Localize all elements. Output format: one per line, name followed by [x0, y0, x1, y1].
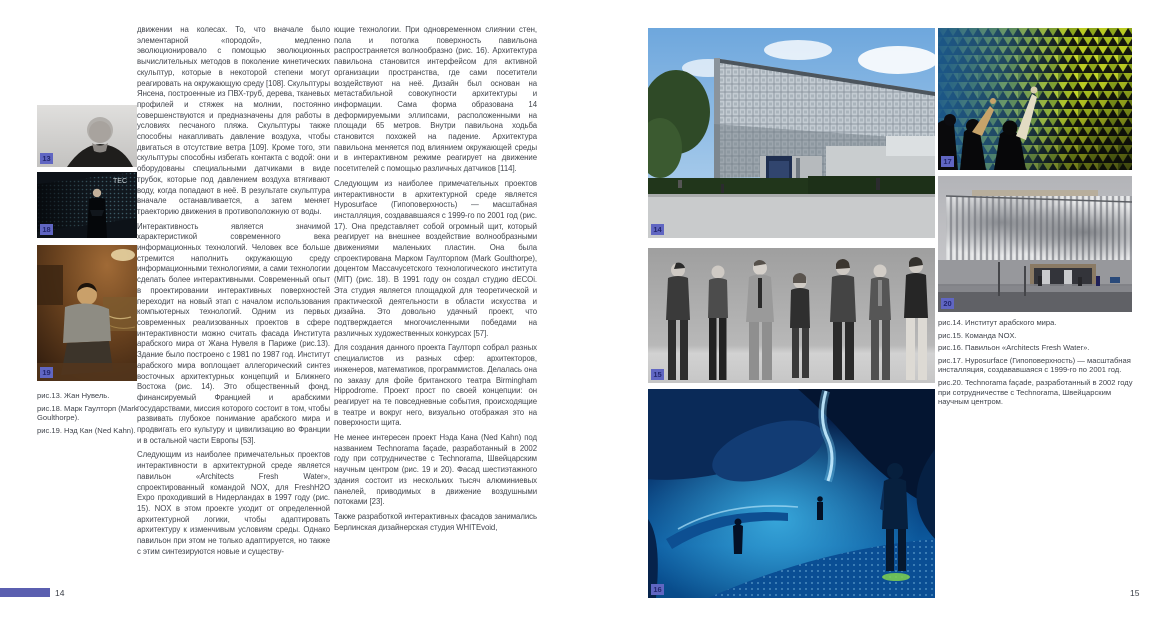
fresh-water-pavilion-image	[648, 389, 935, 598]
figure-14-arab-world-institute-photo	[648, 28, 935, 238]
caption-fig19: рис.19. Нэд Кан (Ned Kahn).	[37, 425, 136, 435]
paragraph: Следующим из наиболее примечательных проектов интерактивности в архитектурной среде является Hyposurface (Гипоповерхность) — масштабная инсталляция, создававшаяся с 1999-го по 2001 год (рис. 17). Она представляет собой огромный щит, который реагирует на внешнее воздействие волнообразными движениями маленьких пластин. Она была спроектирована Марком Гаулторпом (Mark Goulthorpe), доцентом Массачусетского технологического института (MIT) (рис. 18). В 1991 году он создал студию dECOi. Эта студия является площадкой для теоретической и практической деятельности в области искусства и дизайна. Это довольно удачный проект, что подтверждается многочисленными победами на различных художественных конкурсах [57].	[334, 178, 537, 338]
nox-team-image	[648, 248, 935, 383]
figure-tag: 19	[40, 367, 53, 378]
figure-13-jean-nouvel-photo	[37, 105, 137, 167]
caption-fig13: рис.13. Жан Нувель.	[37, 391, 110, 400]
page-number-left: 14	[55, 588, 65, 598]
paragraph: Для создания данного проекта Гаулторп собрал разных специалистов из разных сфер: архитекторов, инженеров, математиков, программистов. Делалась она по заказу для фойе британского театра Birmingham Hippodrome. Проект прост по своей концепции: он реагирует на те повседневные события, происходящие в театре и вокруг него, визуально отображая это на поверхности щита.	[334, 343, 537, 428]
caption-fig17: рис.17. Hyposurface (Гипоповерхность) — масштабная инсталляция, создававшаяся с 1999-го по 2001 год.	[938, 355, 1131, 375]
caption-fig15: рис.15. Команда NOX.	[938, 330, 1017, 340]
caption-fig18: рис.18. Марк Гаулторп (Mark Goulthorpe).	[37, 403, 138, 423]
wall-text-tec: TEC	[113, 178, 127, 185]
caption-fig14: рис.14. Институт арабского мира.	[938, 318, 1057, 327]
figure-15-nox-team-photo	[648, 248, 935, 383]
caption-fig16: рис.16. Павильон «Architects Fresh Water».	[938, 343, 1090, 353]
paragraph: Интерактивность является значимой характеристикой современного века информационных технологий. Человек все больше стремится наполнить окружающую среду информационными технологиями, а сами технологии сделать более интерактивными. Современный опыт в проектировании интерактивных поверхностей переходит на новый этап с началом использования компьютерных технологий. Одним из первых современных реализованных проектов в сфере интерактивности можно считать фасада Института арабского мира от Жана Нувеля в Париже (рис.13). Здание было построено с 1981 по 1987 год. Институт арабского мира воплощает аллегорический синтез восточных архитектурных концепций и Ближнего Востока (рис. 14). Это общественный фонд, финансируемый Францией и арабскими государствами, миссия которого состоит в том, чтобы развивать глубокое понимание арабского мира и продвигать его культуру и цивилизацию во Франции и в остальной части Европы [53].	[137, 221, 330, 445]
paragraph: ющие технологии. При одновременном слиянии стен, пола и потолка поверхность павильона распространяется волнообразно (рис. 16). Архитектура павильона становится интерфейсом для активной организации пространства, где сами посетители воздействуют на неё. Дизайн был основан на метастабильной совокупности архитектуры и информации. Сама форма образована 14 деформируемыми эллипсами, расположенными на площади 65 метров. Внутри павильона ходьба становится похожей на падение. Архитектура павильона меняется под влиянием окружающей среды и в интерактивном режиме реагирует на движение посетителей с помощью различных датчиков [114].	[334, 25, 537, 174]
figure-tag: 13	[40, 153, 53, 164]
page-number-bar	[0, 588, 50, 597]
figure-tag: 14	[651, 224, 664, 235]
figure-tag: 20	[941, 298, 954, 309]
figure-17-hyposurface-photo	[938, 28, 1132, 170]
figure-19-ned-kahn-photo	[37, 245, 137, 381]
figure-16-fresh-water-pavilion-photo	[648, 389, 935, 598]
caption-fig20: рис.20. Technorama façade, разработанный в 2002 году при сотрудничестве с Technorama, Швейцарским научным центром.	[938, 377, 1133, 407]
hyposurface-image	[938, 28, 1132, 170]
figure-20-technorama-facade-photo	[938, 176, 1132, 312]
figure-tag: 15	[651, 369, 664, 380]
figure-tag: 18	[40, 224, 53, 235]
text-column-1	[137, 25, 330, 561]
text-column-2	[334, 25, 537, 537]
figure-18-mark-goulthorpe-photo	[37, 172, 137, 238]
page-number-right: 15	[1130, 588, 1140, 598]
right-page-captions	[938, 318, 1135, 410]
paragraph: Не менее интересен проект Нэда Кана (Ned Kahn) под названием Technorama façade, разработанный в 2002 году при сотрудничестве с Technorama, Швейцарским научным центром (рис. 19 и 20). Фасад шестиэтажного здания состоит из нескольких тысяч алюминиевых панелей, приводимых в движение воздушными потоками [23].	[334, 433, 537, 507]
paragraph: Следующим из наиболее примечательных проектов интерактивности в архитектурной среде является павильон «Architects Fresh Water», спроектированный командой NOX, для FreshH2O Expo проходивший в Нидерландах в 1997 году (рис. 15). NOX в этом проекте уходит от определенной архитектурной логики, чтобы адаптировать архитектуру к изменчивым условиям среды. Однако павильон при этом не только адаптируется, но также с этим синтезируются новые и существу-	[137, 450, 330, 556]
ned-kahn-image	[37, 245, 137, 381]
figure-tag: 17	[941, 156, 954, 167]
figure-tag: 16	[651, 584, 664, 595]
paragraph: Также разработкой интерактивных фасадов занимались Берлинская дизайнерская студия WHITEvoid,	[334, 511, 537, 532]
left-page-captions	[37, 391, 140, 438]
paragraph: движении на колесах. То, что вначале было элементарной «породой», медленно эволюционировало с помощью эволюционных вычислительных методов в поколение кинетических скульптур, которые в некоторой степени могут реагировать на окружающую среду [108]. Скульптуры Янсена, построенные из ПВХ-труб, дерева, тканевых профилей и стяжек на молнии, постоянно совершенствуются и предназначены для работы в условиях песчаного пляжа. Скульптуры также способны накапливать давление воздуха, чтобы двигаться в отсутствие ветра [109]. Кроме того, эти скульптуры способны избегать контакта с водой: они оборудованы специальными датчиками в виде трубок, которые под давлением воздуха втягивают воду, когда попадают в неё. В результате скульптура вначале останавливается, а затем меняет траекторию движения в противоположную от воды.	[137, 25, 330, 216]
arab-world-institute-image	[648, 28, 935, 238]
technorama-facade-image	[938, 176, 1132, 312]
